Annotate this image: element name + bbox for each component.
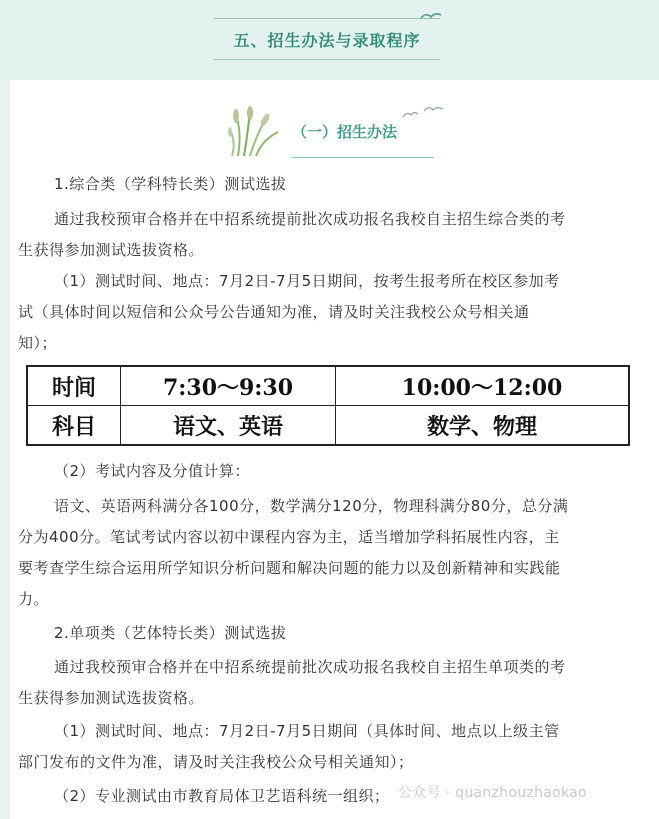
paragraph-line: 语文、英语两科满分各100分，数学满分120分，物理科满分80分，总分满 (54, 497, 569, 515)
paragraph-line: 力。 (18, 590, 50, 608)
paragraph-line: （1）测试时间、地点：7月2日-7月5日期间（具体时间、地点以上级主管 (54, 722, 560, 740)
bird-icon (420, 10, 442, 22)
paragraph-line: 通过我校预审合格并在中招系统提前批次成功报名我校自主招生综合类的考 (54, 210, 566, 228)
schedule-table (26, 365, 630, 446)
paragraph-line: 通过我校预审合格并在中招系统提前批次成功报名我校自主招生单项类的考 (54, 658, 566, 676)
table-cell: 10:00～12:00 (336, 366, 630, 406)
paragraph-line: 部门发布的文件为准，请及时关注我校公众号相关通知）； (18, 753, 414, 771)
table-cell: 7:30～9:30 (121, 366, 336, 406)
subsection-title: （一）招生办法 (292, 123, 398, 141)
section-title: 五、招生办法与录取程序 (214, 18, 440, 60)
table-cell: 语文、英语 (121, 406, 336, 446)
subsection-underline (292, 157, 434, 158)
paragraph-line: （1）测试时间、地点：7月2日-7月5日期间，按考生报考所在校区参加考 (54, 272, 560, 290)
heading-single-item: 2.单项类（艺体特长类）测试选拔 (54, 624, 287, 642)
paragraph-line: 生获得参加测试选拔资格。 (18, 689, 205, 707)
paragraph-line: 试（具体时间以短信和公众号公告通知为准，请及时关注我校公众号相关通 (18, 303, 530, 321)
table-row (27, 366, 629, 406)
heading-comprehensive: 1.综合类（学科特长类）测试选拔 (54, 175, 287, 193)
grass-icon (228, 106, 284, 158)
watermark: 公众号 · quanzhouzhaokao (398, 785, 587, 801)
table-cell-label: 科目 (27, 406, 121, 446)
bird-icon (402, 105, 444, 123)
paragraph-line: 要考查学生综合运用所学知识分析问题和解决问题的能力以及创新精神和实践能 (18, 559, 561, 577)
paragraph-line: 分为400分。笔试考试内容以初中课程内容为主，适当增加学科拓展性内容，主 (18, 528, 560, 546)
table-cell: 数学、物理 (336, 406, 630, 446)
paragraph-line: 生获得参加测试选拔资格。 (18, 241, 205, 259)
table-row (27, 406, 629, 446)
paragraph-line: （2）考试内容及分值计算： (54, 462, 251, 480)
paragraph-line: （2）专业测试由市教育局体卫艺语科统一组织； (54, 787, 390, 805)
paragraph-line: 知）； (18, 334, 58, 352)
table-cell-label: 时间 (27, 366, 121, 406)
